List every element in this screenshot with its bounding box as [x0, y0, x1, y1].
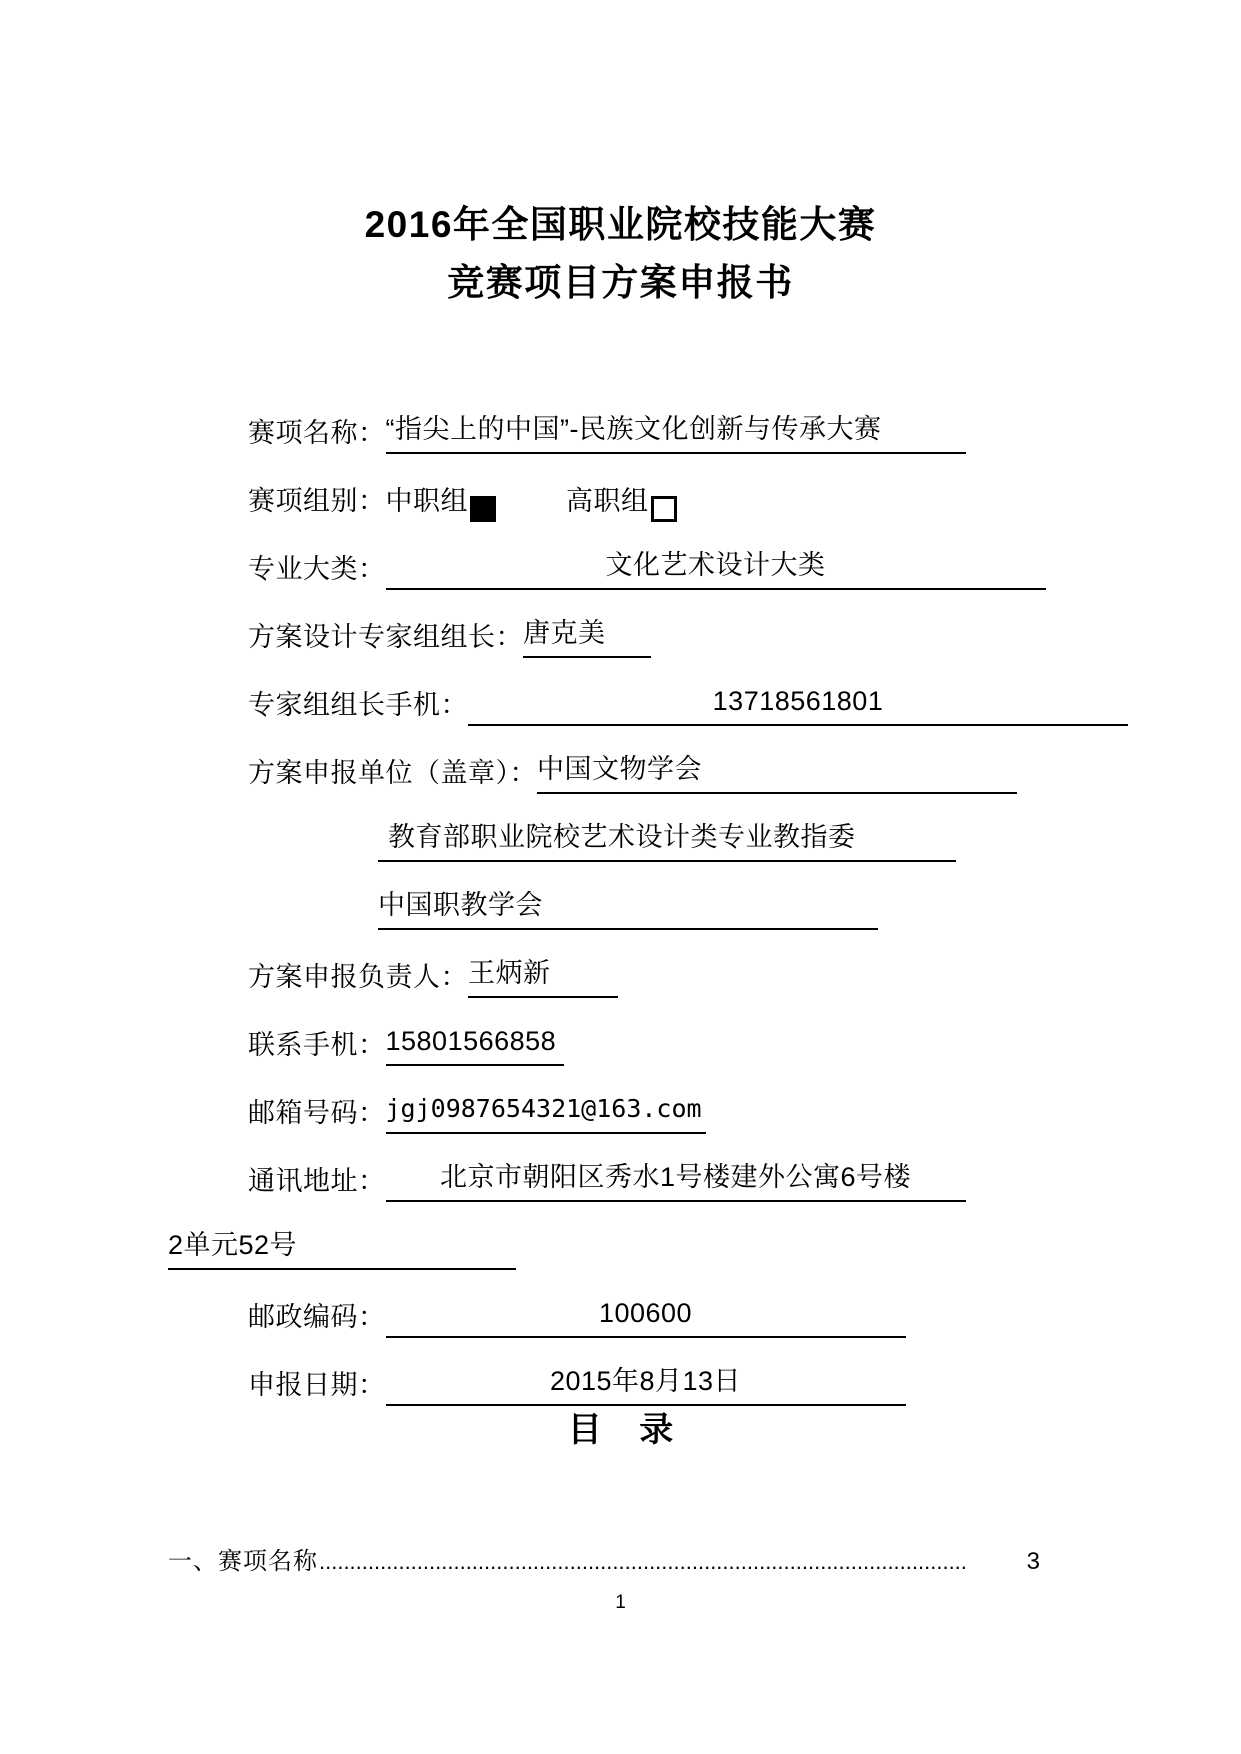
title-line-2: 竞赛项目方案申报书	[447, 262, 794, 303]
field-applicant-unit	[0, 726, 1241, 794]
field-email	[0, 1066, 1241, 1134]
group-label: 赛项组别：	[248, 486, 386, 516]
responsible-person-label: 方案申报负责人：	[248, 962, 468, 992]
field-group	[0, 454, 1241, 522]
cover-form	[0, 386, 1241, 1406]
applicant-unit-label: 方案申报单位（盖章）：	[248, 758, 537, 788]
responsible-person-value[interactable]: 王炳新	[468, 952, 618, 998]
title-line-1: 2016年全国职业院校技能大赛	[364, 204, 877, 245]
page-number: 1	[615, 1592, 626, 1613]
expert-leader-phone-label: 专家组组长手机：	[248, 690, 468, 720]
apply-date-label: 申报日期：	[248, 1370, 386, 1400]
expert-leader-phone-value[interactable]: 13718561801	[468, 680, 1128, 726]
applicant-unit-value-2[interactable]: 教育部职业院校艺术设计类专业教指委	[378, 816, 956, 862]
apply-date-value[interactable]: 2015年8月13日	[386, 1360, 906, 1406]
field-expert-leader	[0, 590, 1241, 658]
field-applicant-unit-line3	[0, 862, 1241, 930]
toc-entry-page: 3	[1026, 1548, 1040, 1575]
contact-mobile-value[interactable]: 15801566858	[386, 1020, 564, 1066]
postal-code-label: 邮政编码：	[248, 1302, 386, 1332]
group-option-higher-label: 高职组	[566, 486, 649, 516]
expert-leader-value[interactable]: 唐克美	[523, 612, 651, 658]
document-title	[0, 196, 1241, 312]
address-label: 通讯地址：	[248, 1166, 386, 1196]
field-contact-mobile	[0, 998, 1241, 1066]
project-name-label: 赛项名称：	[248, 418, 386, 448]
field-major-category	[0, 522, 1241, 590]
address-value-line1[interactable]: 北京市朝阳区秀水1号楼建外公寓6号楼	[386, 1156, 966, 1202]
toc-entry-label: 一、赛项名称	[168, 1548, 318, 1575]
field-address-line2	[0, 1202, 1241, 1270]
field-responsible-person	[0, 930, 1241, 998]
field-project-name	[0, 386, 1241, 454]
group-option-secondary-label: 中职组	[385, 486, 468, 516]
applicant-unit-value-1[interactable]: 中国文物学会	[537, 748, 1017, 794]
email-value[interactable]: jgj0987654321@163.com	[386, 1088, 706, 1134]
field-apply-date	[0, 1338, 1241, 1406]
toc-heading: 目 录	[567, 1411, 688, 1449]
toc-entry-1[interactable]	[168, 1546, 1040, 1578]
applicant-unit-value-3[interactable]: 中国职教学会	[378, 884, 878, 930]
expert-leader-label: 方案设计专家组组长：	[248, 622, 523, 652]
checkbox-higher-group[interactable]	[651, 496, 677, 522]
contact-mobile-label: 联系手机：	[248, 1030, 386, 1060]
field-postal-code	[0, 1270, 1241, 1338]
email-label: 邮箱号码：	[248, 1098, 386, 1128]
field-expert-leader-phone	[0, 658, 1241, 726]
checkbox-secondary-group[interactable]	[470, 496, 496, 522]
field-address	[0, 1134, 1241, 1202]
toc-dot-leader: ..........................................................................................................	[319, 1549, 967, 1574]
major-category-label: 专业大类：	[248, 554, 386, 584]
project-name-value[interactable]: “指尖上的中国”-民族文化创新与传承大赛	[386, 408, 966, 454]
major-category-value[interactable]: 文化艺术设计大类	[386, 544, 1046, 590]
postal-code-value[interactable]: 100600	[386, 1292, 906, 1338]
address-value-line2[interactable]: 2单元52号	[168, 1224, 516, 1270]
field-applicant-unit-line2	[0, 794, 1241, 862]
